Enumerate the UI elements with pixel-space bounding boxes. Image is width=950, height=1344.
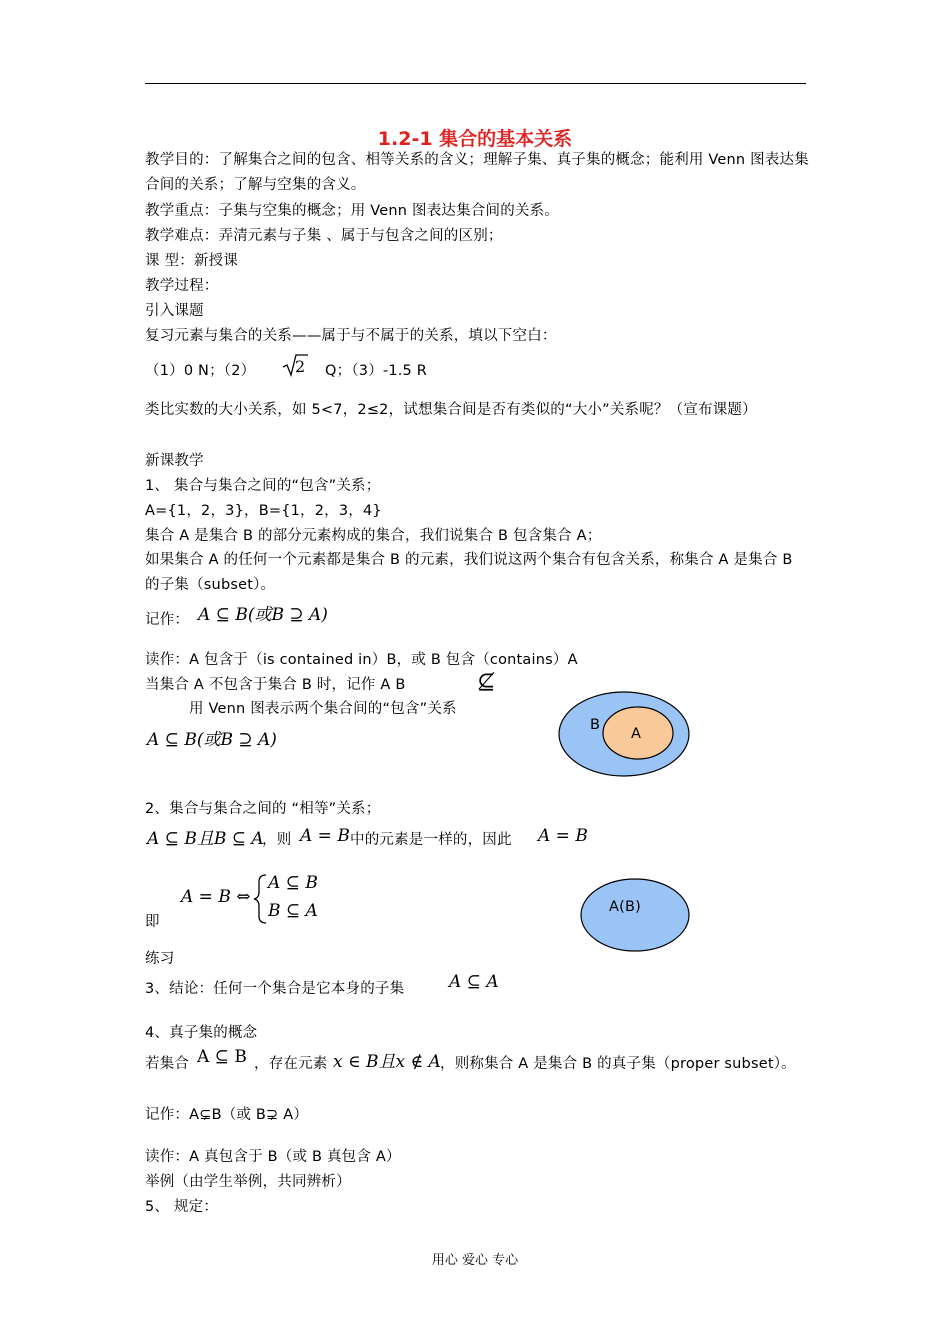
- proper-subset-read: 读作：A 真包含于 B（或 B 真包含 A）: [145, 1149, 401, 1165]
- not-contained-text: 当集合 A 不包含于集合 B 时，记作 A B: [145, 677, 406, 693]
- teaching-process: 教学过程：: [145, 278, 219, 294]
- sqrt-radicand: 2: [295, 357, 306, 376]
- new-lesson-heading: 新课教学: [145, 453, 204, 469]
- teaching-objectives: 教学目的：了解集合之间的包含、相等关系的含义；理解子集、真子集的概念；能利用 Venn 图表达集合间的关系；了解与空集的含义。: [145, 152, 809, 193]
- proper-subset-notation: 记作：A⊊B（或 B⊋ A）: [145, 1107, 309, 1123]
- venn-description: 用 Venn 图表示两个集合间的“包含”关系: [189, 701, 457, 717]
- blanks-part-1: （1）0 N；（2）: [145, 363, 256, 379]
- blanks-part-2: Q；（3）-1.5 R: [325, 363, 428, 379]
- notation-math: A ⊆ B(或B ⊇ A): [198, 605, 328, 625]
- section-1-sets: A={1，2，3}，B={1，2，3，4}: [145, 503, 382, 519]
- venn-notation-math: A ⊆ B(或B ⊇ A): [147, 730, 277, 750]
- section-3-conclusion: 3、结论：任何一个集合是它本身的子集: [145, 981, 405, 997]
- example-text: 举例（由学生举例，共同辨析）: [145, 1174, 351, 1190]
- equivalence-top-math: A ⊆ B: [268, 873, 318, 893]
- teaching-key-points: 教学重点：子集与空集的概念；用 Venn 图表达集合间的关系。: [145, 203, 560, 219]
- venn-equal-label: A(B): [609, 899, 641, 915]
- proper-subset-text-2: ，存在元素: [254, 1056, 328, 1072]
- equivalence-left-math: A = B ⇔: [181, 887, 251, 907]
- notation-label: 记作：: [145, 612, 190, 628]
- equality-condition-math: A ⊆ B且B ⊆ A: [147, 829, 264, 849]
- intro-heading: 引入课题: [145, 303, 204, 319]
- analogy-text: 类比实数的大小关系，如 5<7，2≤2，试想集合间是否有类似的“大小”关系呢？（宣布课题）: [145, 402, 757, 418]
- equality-math-2: A = B: [300, 826, 350, 846]
- lesson-type: 课 型：新授课: [145, 253, 239, 269]
- equality-text-2: 中的元素是一样的，因此: [350, 832, 512, 848]
- proper-subset-math-1: A ⊆ B: [197, 1047, 247, 1067]
- section-2-heading: 2、集合与集合之间的 “相等”关系；: [145, 801, 381, 817]
- section-1-read: 读作：A 包含于（is contained in）B，或 B 包含（contains）A: [145, 652, 578, 668]
- teaching-difficulties: 教学难点：弄清元素与子集 、属于与包含之间的区别；: [145, 228, 503, 244]
- page-footer: 用心 爱心 专心: [431, 1253, 519, 1268]
- page-title: 1.2-1 集合的基本关系: [377, 128, 573, 150]
- proper-subset-math-2: x ∈ B且x ∉ A: [333, 1052, 441, 1072]
- section-1-heading: 1、 集合与集合之间的“包含”关系；: [145, 478, 381, 494]
- not-subset-symbol: ⊈: [477, 670, 496, 695]
- ji-label: 即: [145, 914, 160, 930]
- section-5-heading: 5、 规定：: [145, 1199, 219, 1215]
- equality-text-1: ，则: [262, 832, 292, 848]
- exercise-heading: 练习: [145, 951, 175, 967]
- section-1-line-2: 如果集合 A 的任何一个元素都是集合 B 的元素，我们说这两个集合有包含关系，称集合 A 是集合 B 的子集（subset）。: [145, 552, 793, 593]
- review-text: 复习元素与集合的关系——属于与不属于的关系，填以下空白：: [145, 328, 557, 344]
- venn-set-a-label: A: [631, 726, 642, 742]
- venn-set-b-label: B: [590, 717, 601, 733]
- proper-subset-text-1: 若集合: [145, 1056, 190, 1072]
- section-4-heading: 4、真子集的概念: [145, 1025, 258, 1041]
- proper-subset-text-3: ，则称集合 A 是集合 B 的真子集（proper subset）。: [440, 1056, 796, 1072]
- equivalence-bottom-math: B ⊆ A: [268, 901, 318, 921]
- self-subset-math: A ⊆ A: [449, 972, 499, 992]
- section-1-line-1: 集合 A 是集合 B 的部分元素构成的集合，我们说集合 B 包含集合 A；: [145, 528, 602, 544]
- equality-math-3: A = B: [538, 826, 588, 846]
